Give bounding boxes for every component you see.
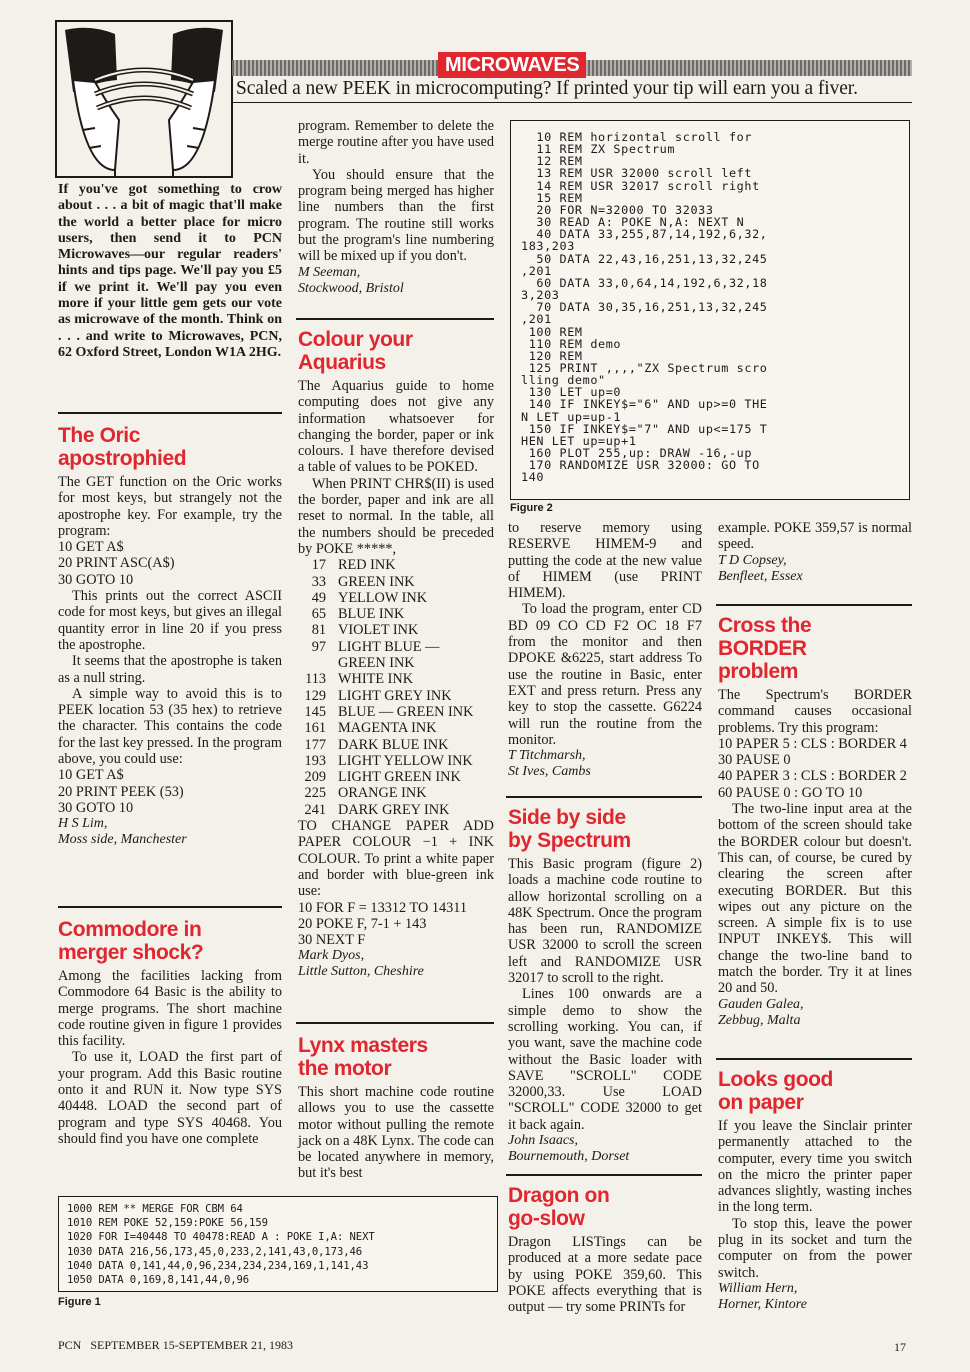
commodore-title: Commodore in merger shock? (58, 918, 204, 964)
table-row: 209 LIGHT GREEN INK (304, 769, 461, 786)
paper-sig-place: Horner, Kintore (718, 1296, 807, 1312)
border-sig-name: Gauden Galea, (718, 996, 804, 1012)
figure1-label: Figure 1 (58, 1296, 101, 1308)
oric-p2: This prints out the correct ASCII code for most keys, but gives an illegal quantity error in line 20 if you press the apostrophe. (58, 588, 282, 653)
oric-sig-place: Moss side, Manchester (58, 832, 187, 848)
border-p2: The two-line input area at the bottom of the screen should take the BORDER colour but doesn't. This can, of course, be cured by clearing the screen after executing BORDER. But this wipes out any picture on the screen. A simple fix is to use INPUT INKEY$. This will change the two-line band to match the border. Try it at lines 20 and 50. (718, 801, 912, 997)
aquarius-sig-place: Little Sutton, Cheshire (298, 964, 424, 980)
table-row: 33 GREEN INK (311, 573, 415, 590)
table-row: 81 VIOLET INK (311, 622, 419, 639)
paper-title: Looks good on paper (718, 1068, 833, 1114)
table-row: 241 DARK GREY INK (304, 801, 450, 818)
oric-title: The Oric apostrophied (58, 424, 187, 470)
illustration-two-heads (55, 20, 233, 178)
table-row: 193 LIGHT YELLOW INK (304, 752, 473, 769)
figure1-listing: 1000 REM ** MERGE FOR CBM 64 1010 REM POKE 52,159:POKE 56,159 1020 FOR I=40448 TO 40478:READ A : POKE I,A: NEXT 1030 DATA 216,56,173,45,0,233,2,141,43,0,173,46 1040 DATA 0,141,44,0,96,234,234,234,169,1,141,43 1050 DATA 0,169,8,141,44,0,96 (67, 1203, 375, 1287)
merge-sig-name: M Seeman, (298, 264, 361, 280)
banner-underline (232, 102, 912, 103)
border-title: Cross the BORDER problem (718, 614, 812, 683)
commodore-p1: Among the facilities lacking from Commodore 64 Basic is the ability to merge programs. The short machine code routine given in figure 1 provides this facility. (58, 968, 282, 1050)
paper-sig-name: William Hern, (718, 1280, 798, 1296)
colour-table (294, 557, 494, 818)
banner-tagline: Scaled a new PEEK in microcomputing? If printed your tip will earn you a fiver. (236, 78, 858, 99)
paper-p2: To stop this, leave the power plug in its socket and turn the computer on from the power switch. (718, 1215, 912, 1281)
col4-rule-2 (716, 1058, 912, 1060)
page-number: 17 (894, 1340, 906, 1354)
table-row: 161 MAGENTA INK (304, 720, 437, 737)
spectrum-p1: This Basic program (figure 2) loads a machine code routine to allow horizontal scrolling on a 48K Spectrum. Once the program has been run, RANDOMIZE USR 32000 to scroll the screen left and RANDOMIZE USR 32017 to scroll to the right. (508, 856, 702, 987)
merge-p1: You should ensure that the program being merged has higher line numbers than the first program. The routine still works but the program's line numbering will be mixed up if you don't. (298, 166, 494, 265)
figure2-listing: 10 REM horizontal scroll for 11 REM ZX Spectrum 12 REM 13 REM USR 32000 scroll left 14 REM USR 32017 scroll right 15 REM 20 FOR N=32000 TO 32033 30 READ A: POKE N,A: NEXT N 40 DATA 33,255,87,14,192,6,32, 183,203 50 DATA 22,43,16,251,13,32,245 ,201 60 DATA 33,0,64,14,192,6,32,18 3,203 70 DATA 30,35,16,251,13,32,245 ,201 100 REM 110 REM demo 120 REM 125 PRINT ,,,,"ZX Spectrum scro lling demo" 130 LET up=0 140 IF INKEY$="6" AND up>=0 THE N LET up=up-1 150 IF INKEY$="7" AND up<=175 T HEN LET up=up+1 160 PLOT 255,up: DRAW -16,-up 170 RANDOMIZE USR 32000: GO TO 140 (521, 130, 768, 485)
commodore-p2: To use it, LOAD the first part of your program. Add this Basic routine onto it and RUN it. Now type SYS 40448. LOAD the second part of program and type SYS 40468. You should find you have one complete (58, 1049, 282, 1147)
spectrum-sig-name: John Isaacs, (508, 1133, 578, 1149)
table-row: 113 WHITE INK (305, 671, 414, 688)
dragon-sig-place: Benfleet, Essex (718, 568, 803, 584)
lynx-sig-name: T Titchmarsh, (508, 748, 586, 764)
dragon-title: Dragon on go-slow (508, 1184, 610, 1230)
spectrum-title: Side by side by Spectrum (508, 806, 631, 852)
lynx-p2: To load the program, enter CD BD 09 CO CD F2 OC 18 F7 from the monitor and then DPOKE &6225, start address To use the routine in Basic, enter EXT and press return. Press any key to stop the cassette. G6224 will run the routine from the monitor. (508, 601, 702, 748)
merge-sig-place: Stockwood, Bristol (298, 280, 404, 296)
col2-rule-2 (296, 1022, 494, 1024)
border-p1: The Spectrum's BORDER command causes occasional problems. Try this program: (718, 687, 912, 736)
aquarius-p3: TO CHANGE PAPER ADD PAPER COLOUR −1 + INK COLOUR. To print a white paper and border with blue-green ink use: (298, 818, 494, 900)
col4-rule-1 (716, 604, 912, 606)
spectrum-sig-place: Bournemouth, Dorset (508, 1149, 630, 1165)
merge-p0: program. Remember to delete the merge routine after you have used it. (298, 118, 494, 167)
table-row: 49 YELLOW INK (311, 589, 428, 606)
oric-code2: 10 GET A$ 20 PRINT PEEK (53) 30 GOTO 10 (58, 767, 184, 816)
table-row: 97 LIGHT BLUE — GREEN INK (311, 638, 440, 672)
aquarius-p1: The Aquarius guide to home computing does not give any information whatsoever for changing the border, paper or ink colours. I have therefore devised a table of values to be POKED. (298, 378, 494, 476)
oric-p3: It seems that the apostrophe is taken as a null string. (58, 653, 282, 686)
table-row: 177 DARK BLUE INK (304, 736, 449, 753)
col1-rule-1 (58, 412, 282, 414)
aquarius-sig-name: Mark Dyos, (298, 948, 365, 964)
table-row: 129 LIGHT GREY INK (304, 687, 452, 704)
paper-p1: If you leave the Sinclair printer permanently attached to the computer, every time you switch on the micro the printer paper advances slightly, wasting inches in the long term. (718, 1118, 912, 1216)
aquarius-title: Colour your Aquarius (298, 328, 413, 374)
dragon-sig-name: T D Copsey, (718, 552, 787, 568)
table-row: 65 BLUE INK (311, 606, 405, 623)
lynx-p0: to reserve memory using RESERVE HIMEM-9 and putting the code at the new value of HIMEM (use PRINT HIMEM). (508, 520, 702, 602)
dragon-p1: Dragon LISTings can be produced at a more sedate pace by using POKE 359,60. This POKE affects everything that is output — try some PRINTs for (508, 1234, 702, 1316)
lynx-p1: This short machine code routine allows you to use the cassette motor without pulling the remote jack on a 48K Lynx. The code can be located anywhere in memory, but it's best (298, 1084, 494, 1182)
table-row: 225 ORANGE INK (304, 785, 427, 802)
figure2-label: Figure 2 (510, 502, 553, 514)
figure1-box (58, 1196, 498, 1292)
footer-issue: PCN SEPTEMBER 15-SEPTEMBER 21, 1983 (58, 1338, 294, 1352)
col3-rule-2 (506, 1174, 702, 1176)
intro-text: If you've got something to crow about . . . a bit of magic that'll make the world a better place for micro users, then send it to PCN Microwaves—our regular readers' hints and tips page. We'll pay you £5 if we print it. We'll pay you even more if your little gem gets our vote as microwave of the month. Think on . . . and write to Microwaves, PCN, 62 Oxford Street, London W1A 2HG. (58, 182, 282, 360)
figure2-box (510, 120, 910, 500)
oric-p4: A simple way to avoid this is to PEEK location 53 (35 hex) to retrieve the character. This contains the code for the last key pressed. In the program above, you could use: (58, 685, 282, 768)
dragon-p2: example. POKE 359,57 is normal speed. (718, 520, 912, 553)
oric-p1: The GET function on the Oric works for most keys, but strangely not the apostrophe key. For example, try the program: (58, 474, 282, 539)
col1-rule-2 (58, 906, 282, 908)
border-sig-place: Zebbug, Malta (718, 1012, 801, 1028)
oric-sig-name: H S Lim, (58, 816, 108, 832)
aquarius-code: 10 FOR F = 13312 TO 14311 20 POKE F, 7-1 + 143 30 NEXT F (298, 899, 468, 949)
aquarius-p2: When PRINT CHR$(II) is used the border, paper and ink are all reset to normal. In the table, all the numbers should be preceded by POKE *****, (298, 475, 494, 557)
col2-rule-1 (296, 318, 494, 320)
col3-rule-1 (506, 796, 702, 798)
lynx-title: Lynx masters the motor (298, 1034, 428, 1080)
table-row: 145 BLUE — GREEN INK (304, 703, 474, 720)
border-code: 10 PAPER 5 : CLS : BORDER 4 30 PAUSE 0 40 PAPER 3 : CLS : BORDER 2 60 PAUSE 0 : GO TO 10 (718, 735, 907, 801)
lynx-sig-place: St Ives, Cambs (508, 764, 591, 780)
oric-code1: 10 GET A$ 20 PRINT ASC(A$) 30 GOTO 10 (58, 539, 175, 588)
table-row: 17 RED INK (311, 557, 396, 574)
microwaves-tag: MICROWAVES (438, 52, 586, 78)
spectrum-p2: Lines 100 onwards are a simple demo to show the scrolling working. You can, if you want, save the machine code without the Basic loader with SAVE "SCROLL" CODE 32000,33. Use LOAD "SCROLL" CODE 32000 to get it back again. (508, 986, 702, 1133)
